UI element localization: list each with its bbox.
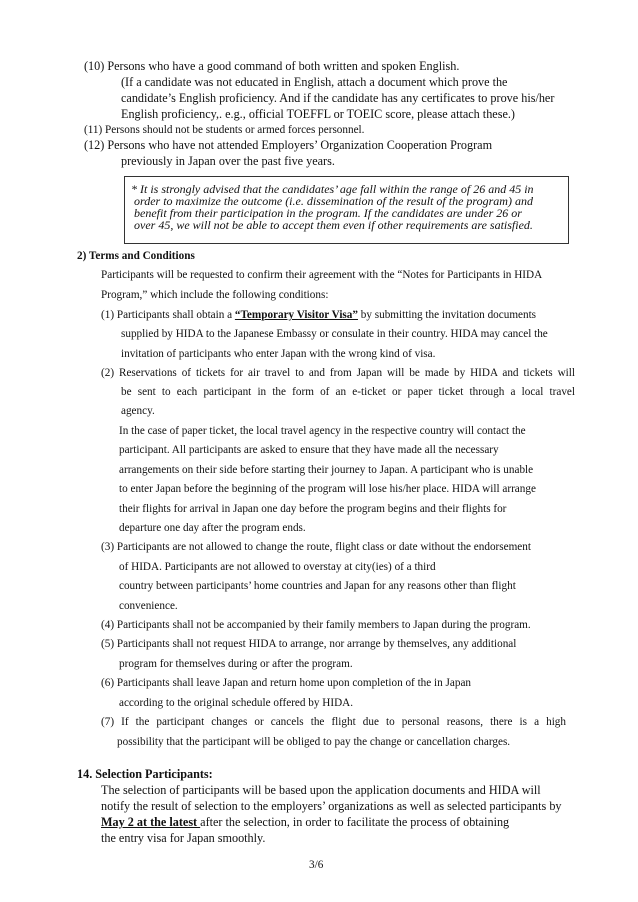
selection-heading: 14. Selection Participants: — [77, 767, 213, 781]
selection-line-3 — [101, 814, 509, 830]
selection-line-2: notify the result of selection to the employers’ organizations as well as selected participants by — [101, 799, 562, 813]
condition-2-line-8: their flights for arrival in Japan one day before the program begins and their flights for — [119, 503, 507, 515]
condition-1 — [101, 308, 536, 322]
selection-line-3-rest: after the selection, in order to facilitate the process of obtaining — [200, 815, 510, 829]
condition-4: (4) Participants shall not be accompanied by their family members to Japan during the program. — [101, 619, 531, 631]
condition-2-line-6: arrangements on their side before starting their journey to Japan. A participant who is unable — [119, 464, 534, 476]
condition-2-line-9: departure one day after the program ends. — [119, 522, 306, 534]
requirement-10-line-4: English proficiency,. e.g., official TOEFFL or TOEIC score, please attach these.) — [121, 107, 515, 121]
condition-2-line-1: (2) Reservations of tickets for air travel to and from Japan will be made by HIDA and tickets will — [101, 367, 575, 379]
condition-7-line-1: (7) If the participant changes or cancels the flight due to personal reasons, there is a high — [101, 716, 566, 728]
visa-type: “Temporary Visitor Visa” — [234, 309, 358, 321]
condition-1-line-2: supplied by HIDA to the Japanese Embassy or consulate in their country. HIDA may cancel the — [121, 328, 548, 340]
requirement-10-line-3: candidate’s English proficiency. And if the candidate has any certificates to prove his/her — [121, 91, 555, 105]
condition-7-line-2: possibility that the participant will be obliged to pay the change or cancellation charges. — [117, 736, 511, 748]
condition-2-line-7: to enter Japan before the beginning of the program will lose his/her place. HIDA will arrange — [119, 483, 536, 495]
notice-line-2: order to maximize the outcome (i.e. dissemination of the result of the program) and — [134, 194, 533, 208]
notice-line-1: * It is strongly advised that the candidates’ age fall within the range of 26 and 45 in — [131, 182, 534, 196]
condition-1-pre: (1) Participants shall obtain a — [101, 309, 235, 321]
condition-3-line-3: country between participants’ home countries and Japan for any reasons other than flight — [119, 580, 516, 592]
terms-heading: 2) Terms and Conditions — [77, 250, 195, 262]
requirement-12: (12) Persons who have not attended Employers’ Organization Cooperation Program — [84, 138, 493, 152]
selection-line-4: the entry visa for Japan smoothly. — [101, 831, 266, 845]
condition-1-line-3: invitation of participants who enter Japan with the wrong kind of visa. — [121, 348, 436, 360]
age-notice-box — [124, 176, 569, 244]
condition-3-line-2: of HIDA. Participants are not allowed to overstay at city(ies) of a third — [119, 561, 436, 573]
condition-2-line-3: agency. — [121, 405, 155, 417]
selection-deadline: May 2 at the latest — [101, 815, 201, 829]
condition-3-line-4: convenience. — [119, 600, 178, 612]
condition-5-line-1: (5) Participants shall not request HIDA to arrange, nor arrange by themselves, any additional — [101, 638, 517, 650]
notice-line-3: benefit from their participation in the program. If the candidates are under 26 or — [134, 206, 522, 220]
requirement-10-line-2: (If a candidate was not educated in English, attach a document which prove the — [121, 75, 508, 89]
condition-2-line-2: be sent to each participant in the form of an e-ticket or paper ticket through a local travel — [121, 386, 575, 398]
condition-6-line-2: according to the original schedule offered by HIDA. — [119, 697, 354, 709]
condition-1-post: by submitting the invitation documents — [357, 309, 537, 321]
terms-intro-line-2: Program,” which include the following conditions: — [101, 289, 329, 301]
condition-6-line-1: (6) Participants shall leave Japan and return home upon completion of the in Japan — [101, 677, 472, 689]
page-number: 3/6 — [309, 859, 324, 871]
condition-2-line-5: participant. All participants are asked to ensure that they have made all the necessary — [119, 444, 499, 456]
requirement-12-line-2: previously in Japan over the past five years. — [121, 154, 335, 168]
condition-5-line-2: program for themselves during or after the program. — [119, 658, 353, 670]
requirement-11: (11) Persons should not be students or armed forces personnel. — [84, 124, 365, 136]
terms-intro-line-1: Participants will be requested to confirm their agreement with the “Notes for Participants in HIDA — [101, 269, 543, 281]
requirement-10: (10) Persons who have a good command of both written and spoken English. — [84, 59, 460, 73]
condition-3-line-1: (3) Participants are not allowed to change the route, flight class or date without the endorsement — [101, 541, 531, 553]
condition-2-line-4: In the case of paper ticket, the local travel agency in the respective country will contact the — [119, 425, 526, 437]
notice-line-4: over 45, we will not be able to accept them even if other requirements are satisfied. — [134, 218, 533, 232]
selection-line-1: The selection of participants will be based upon the application documents and HIDA will — [101, 783, 541, 797]
